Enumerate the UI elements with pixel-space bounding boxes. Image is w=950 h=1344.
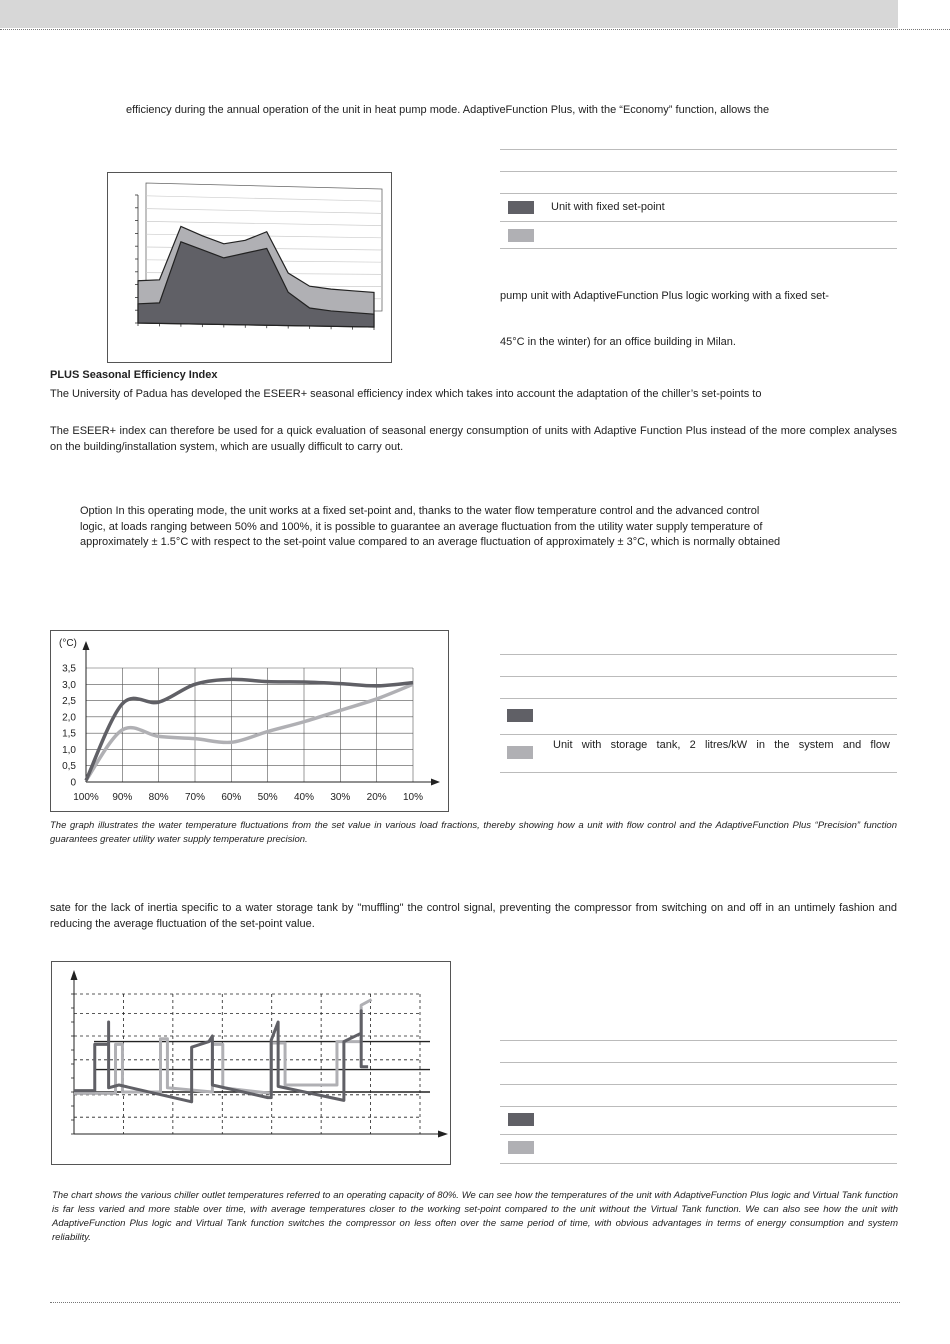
- legend-1-label-1: Unit with fixed set-point: [551, 201, 665, 213]
- chart-2-y-tick-label: 0: [70, 777, 76, 789]
- chart-1-svg: [108, 173, 391, 362]
- legend-1-swatch-dark: [508, 201, 534, 214]
- legend-3-rule: [500, 1084, 897, 1085]
- legend-1-rule: [500, 171, 897, 172]
- footer-divider: [50, 1302, 900, 1303]
- chart-2-y-tick-label: 1,0: [62, 744, 76, 756]
- legend-3-rule: [500, 1163, 897, 1164]
- section-title: PLUS Seasonal Efficiency Index: [50, 369, 218, 381]
- legend-2-swatch-dark: [507, 709, 533, 722]
- caption-2: The graph illustrates the water temperature fluctuations from the set value in various load fractions, thereby showing how a unit with flow control and the AdaptiveFunction Plus “Precision” function guarantees greater utility water supply temperature precision.: [50, 820, 897, 845]
- option-paragraph: [80, 504, 900, 551]
- chart-2-x-tick-label: 30%: [330, 792, 351, 803]
- header-bar: [0, 0, 898, 28]
- chart-2-x-tick-label: 90%: [112, 792, 133, 803]
- chart-3-svg: [52, 962, 450, 1164]
- chart-1-description-2: 45°C in the winter) for an office building in Milan.: [500, 336, 736, 348]
- chart-2-y-tick-label: 2,0: [62, 712, 76, 724]
- legend-3-rule: [500, 1106, 897, 1107]
- legend-1-rule: [500, 248, 897, 249]
- chart-2-x-tick-label: 60%: [221, 792, 242, 803]
- legend-3-rule: [500, 1040, 897, 1041]
- legend-2-rule: [500, 772, 897, 773]
- chart-2-x-tick-label: 80%: [148, 792, 169, 803]
- chart-3-plot: [71, 970, 449, 1138]
- chart-2-x-tick-label: 10%: [402, 792, 424, 803]
- chart-2-x-tick-label: 100%: [73, 792, 99, 803]
- paragraph-2: The ESEER+ index can therefore be used for a quick evaluation of seasonal energy consumption of units with Adaptive Function Plus instead of the more complex analyses on the building/installation system, which are usually difficult to carry out.: [50, 425, 897, 453]
- chart-1: [107, 172, 392, 363]
- chart-2-y-tick-label: 1,5: [62, 728, 76, 740]
- chart-3: [51, 961, 451, 1165]
- option-line-1: Option In this operating mode, the unit works at a fixed set-point and, thanks to the water flow temperature control and the advanced control: [80, 505, 760, 517]
- chart-2-x-tick-label: 70%: [184, 792, 206, 803]
- chart-1-plot: [135, 183, 382, 330]
- legend-2-rule: [500, 654, 897, 655]
- chart-2: [50, 630, 449, 812]
- option-line-2: logic, at loads ranging between 50% and 100%, it is possible to guarantee an average fluctuation from the utility water supply temperature of: [80, 520, 763, 533]
- chart-2-svg: [51, 631, 448, 811]
- legend-1-rule: [500, 221, 897, 222]
- paragraph-1: The University of Padua has developed the ESEER+ seasonal efficiency index which takes into account the adaptation of the chiller’s set-points to: [50, 388, 762, 400]
- chart-2-x-tick-label: 50%: [257, 792, 278, 803]
- paragraph-3: sate for the lack of inertia specific to a water storage tank by "muffling" the control signal, preventing the compressor from switching on and off in an untimely fashion and reducing the average fluctuation of the set-point value.: [50, 902, 897, 930]
- legend-1-rule: [500, 149, 897, 150]
- chart-2-y-tick-label: 0,5: [62, 761, 76, 773]
- legend-3-swatch-light: [508, 1141, 534, 1154]
- chart-2-y-tick-label: 3,5: [62, 663, 76, 675]
- chart-2-x-tick-label: 40%: [293, 792, 315, 803]
- legend-2-rule: [500, 698, 897, 699]
- chart-2-y-axis-label: (°C): [59, 638, 77, 649]
- legend-3-rule: [500, 1062, 897, 1063]
- legend-3-rule: [500, 1134, 897, 1135]
- header-divider: [0, 29, 950, 30]
- legend-2-label-2: Unit with storage tank, 2 litres/kW in the system and flow: [553, 739, 890, 751]
- legend-3-swatch-dark: [508, 1113, 534, 1126]
- chart-2-y-tick-label: 3,0: [62, 679, 76, 691]
- chart-3-x-arrow: [438, 1131, 448, 1138]
- legend-1-swatch-light: [508, 229, 534, 242]
- legend-2-rule: [500, 676, 897, 677]
- chart-2-x-tick-label: 20%: [366, 792, 387, 803]
- chart-2-y-arrow: [83, 641, 90, 650]
- chart-3-series-dark: [74, 1011, 368, 1102]
- intro-text: efficiency during the annual operation of the unit in heat pump mode. AdaptiveFunction Plus, with the “Economy” function, allows the: [126, 104, 770, 116]
- chart-2-plot: [59, 638, 440, 803]
- caption-3: The chart shows the various chiller outlet temperatures referred to an operating capacity of 80%. We can see how the temperatures of the unit with AdaptiveFunction Plus logic and Virtual Tank function is far less varied and more stable over time, with average temperatures closer to the working set-point compared to the unit without the Virtual Tank function. We can also see how the unit with AdaptiveFunction Plus logic and Virtual Tank function switches the compressor on less often over the same period of time, with obvious advantages in terms of energy consumption and system reliability.: [52, 1190, 898, 1243]
- legend-2-rule: [500, 734, 897, 735]
- chart-2-x-arrow: [431, 779, 440, 786]
- chart-3-y-arrow: [71, 970, 78, 980]
- legend-1-rule: [500, 193, 897, 194]
- legend-2-swatch-light: [507, 746, 533, 759]
- chart-2-y-tick-label: 2,5: [62, 696, 76, 708]
- option-line-3: approximately ± 1.5°C with respect to the set-point value compared to an average fluctuation of approximately ± 3°C, which is normally obtained: [80, 536, 781, 548]
- chart-1-description-1: pump unit with AdaptiveFunction Plus logic working with a fixed set-: [500, 290, 829, 302]
